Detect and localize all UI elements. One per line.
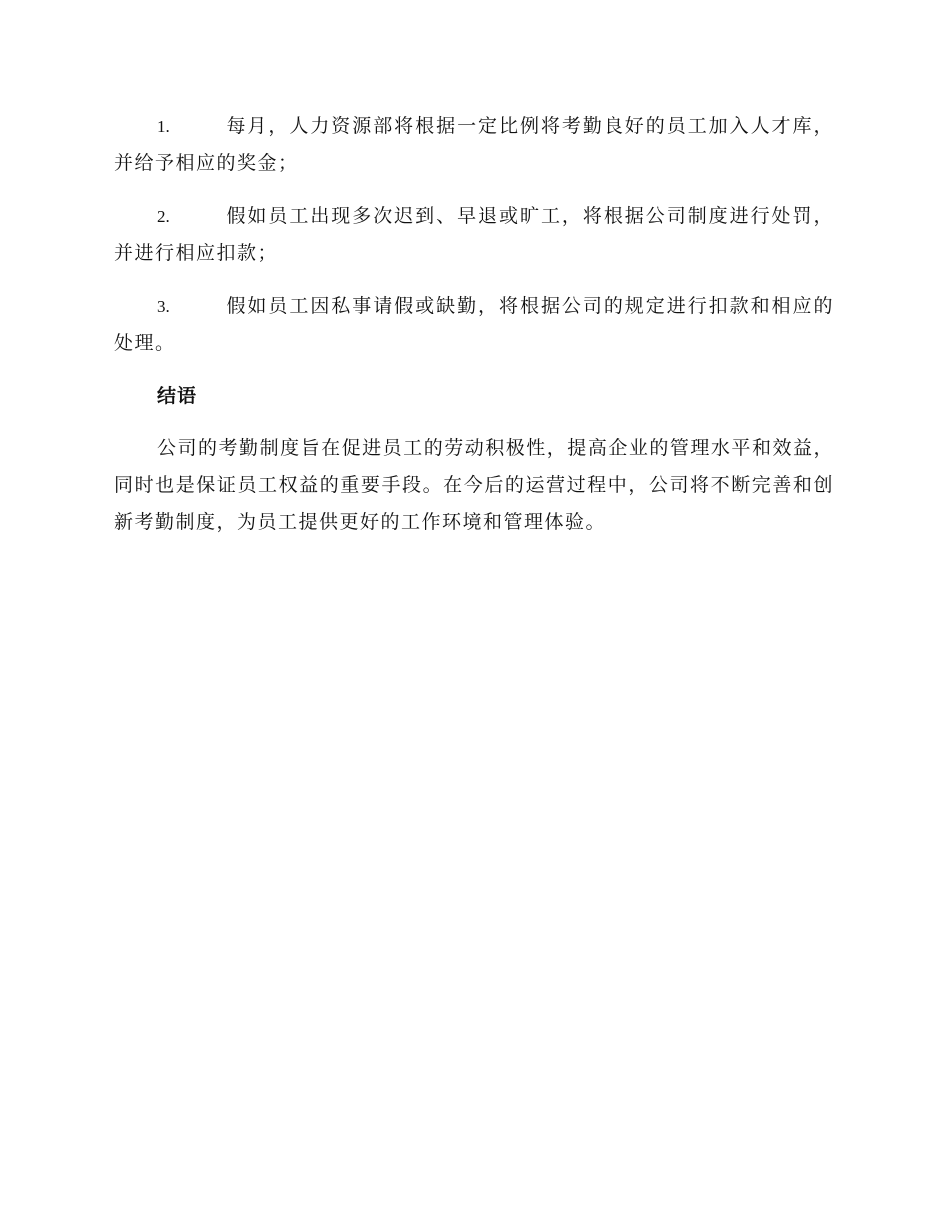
list-item-number: 2. [157, 207, 170, 226]
list-item-number: 3. [157, 297, 170, 316]
list-item-text: 假如员工因私事请假或缺勤，将根据公司的规定进行扣款和相应的处理。 [114, 295, 834, 354]
section-heading: 结语 [157, 385, 198, 407]
list-item [114, 108, 834, 182]
list-item-text: 假如员工出现多次迟到、早退或旷工，将根据公司制度进行处罚，并进行相应扣款； [114, 205, 834, 264]
list-item-number: 1. [157, 117, 170, 136]
conclusion-paragraph: 公司的考勤制度旨在促进员工的劳动积极性，提高企业的管理水平和效益，同时也是保证员工权益的重要手段。在今后的运营过程中，公司将不断完善和创新考勤制度，为员工提供更好的工作环境和管理体验。 [114, 437, 834, 533]
list-item [114, 288, 834, 362]
document-content [114, 108, 834, 541]
list-item [114, 198, 834, 272]
list-item-text: 每月，人力资源部将根据一定比例将考勤良好的员工加入人才库，并给予相应的奖金； [114, 115, 834, 174]
